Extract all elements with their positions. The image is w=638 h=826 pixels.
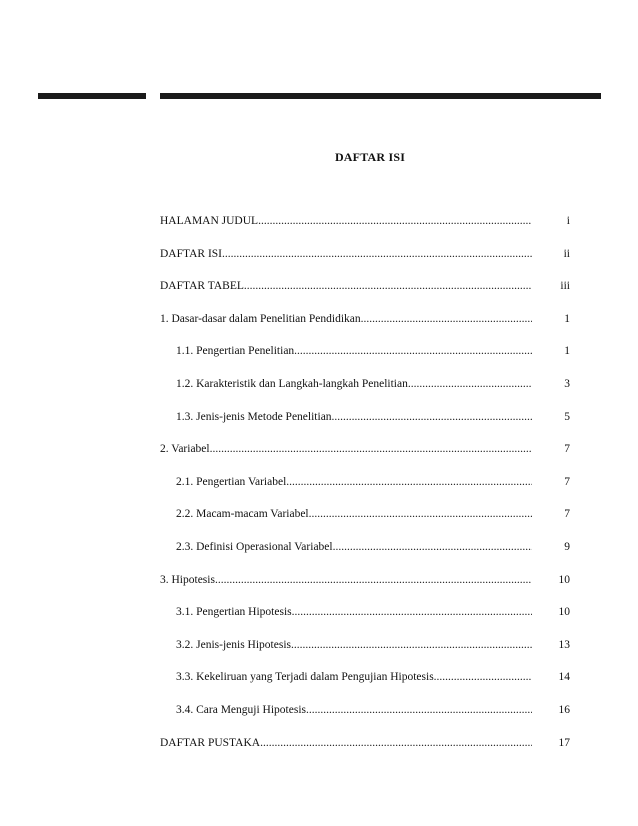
toc-dot-leader — [408, 378, 532, 390]
toc-entry — [160, 246, 580, 279]
toc-entry-label — [176, 409, 532, 425]
toc-entry — [160, 311, 580, 344]
toc-entry-text: DAFTAR ISI — [160, 247, 223, 260]
toc-entry-text: 3.1. Pengertian Hipotesis — [176, 606, 292, 619]
toc-entry-label — [176, 669, 532, 685]
toc-entry-page-number: ii — [563, 247, 570, 260]
toc-entry-label — [176, 637, 532, 653]
toc-entry — [160, 572, 580, 605]
toc-entry-text: 1.1. Pengertian Penelitian — [176, 345, 295, 358]
toc-entry-page-number: 7 — [564, 508, 570, 521]
toc-entry-page-number: 7 — [564, 475, 570, 488]
toc-dot-leader — [222, 248, 532, 260]
toc-entry-page-number: 1 — [564, 345, 570, 358]
toc-entry — [160, 604, 580, 637]
toc-entry-text: 2.1. Pengertian Variabel — [176, 475, 287, 488]
toc-dot-leader — [260, 737, 532, 749]
toc-dot-leader — [292, 606, 532, 618]
toc-entry — [160, 278, 580, 311]
toc-dot-leader — [294, 345, 532, 357]
toc-entry-label — [160, 441, 532, 457]
toc-entry-label — [160, 311, 532, 327]
toc-entry-text: 3.2. Jenis-jenis Hipotesis — [176, 638, 291, 651]
toc-entry-text: 2. Variabel — [160, 443, 210, 456]
toc-entry-page-number: 17 — [558, 736, 570, 749]
toc-entry-page-number: 14 — [558, 671, 570, 684]
toc-entry — [160, 474, 580, 507]
toc-entry — [160, 441, 580, 474]
toc-entry-text: DAFTAR TABEL — [160, 280, 244, 293]
toc-entry — [160, 343, 580, 376]
toc-entry-text: 3.4. Cara Menguji Hipotesis — [176, 703, 306, 716]
toc-dot-leader — [244, 280, 532, 292]
toc-entry-label — [176, 376, 532, 392]
toc-entry-label — [176, 604, 532, 620]
toc-entry — [160, 669, 580, 702]
toc-entry-label — [160, 278, 532, 294]
header-rule-left — [38, 93, 146, 99]
toc-entry — [160, 735, 580, 768]
toc-dot-leader — [258, 215, 532, 227]
toc-entry-text: 3.3. Kekeliruan yang Terjadi dalam Pengujian Hipotesis — [176, 671, 434, 684]
toc-entry-label — [176, 474, 532, 490]
toc-dot-leader — [333, 541, 532, 553]
toc-entry-text: 2.3. Definisi Operasional Variabel — [176, 540, 333, 553]
toc-entry-label — [176, 506, 532, 522]
toc-entry-label — [160, 213, 532, 229]
toc-entry — [160, 409, 580, 442]
toc-dot-leader — [286, 476, 532, 488]
toc-entry-page-number: 10 — [558, 606, 570, 619]
toc-entry-page-number: 3 — [564, 377, 570, 390]
toc-entry-text: HALAMAN JUDUL — [160, 215, 259, 227]
toc-entry-text: 1. Dasar-dasar dalam Penelitian Pendidikan — [160, 312, 361, 325]
toc-dot-leader — [332, 411, 532, 423]
toc-entry-text: 3. Hipotesis — [160, 573, 215, 586]
toc-entry-page-number: 5 — [564, 410, 570, 423]
toc-entry-page-number: 7 — [564, 443, 570, 456]
toc-entry — [160, 637, 580, 670]
toc-entry-label — [176, 702, 532, 718]
toc-entry-page-number: 9 — [564, 540, 570, 553]
toc-entry-label — [176, 539, 532, 555]
toc-entry-label — [176, 343, 532, 359]
toc-entry — [160, 702, 580, 735]
toc-entry-page-number: 13 — [558, 638, 570, 651]
toc-entry-text: 2.2. Macam-macam Variabel — [176, 508, 309, 521]
toc-entry — [160, 376, 580, 409]
toc-entry-label — [160, 572, 532, 588]
page-title: DAFTAR ISI — [334, 150, 406, 164]
toc-dot-leader — [291, 639, 532, 651]
toc-entry-text: DAFTAR PUSTAKA — [160, 736, 261, 749]
table-of-contents — [160, 213, 580, 767]
toc-dot-leader — [361, 313, 532, 325]
toc-entry-text: 1.2. Karakteristik dan Langkah-langkah Penelitian — [176, 377, 408, 390]
toc-entry-page-number: 16 — [558, 703, 570, 716]
toc-dot-leader — [309, 508, 532, 520]
toc-entry-label — [160, 735, 532, 751]
toc-dot-leader — [306, 704, 532, 716]
toc-dot-leader — [210, 443, 532, 455]
toc-entry-label — [160, 246, 532, 262]
toc-dot-leader — [215, 574, 532, 586]
header-rule-right — [160, 93, 601, 99]
toc-entry — [160, 213, 580, 246]
toc-entry — [160, 506, 580, 539]
toc-entry — [160, 539, 580, 572]
toc-entry-page-number: 1 — [564, 312, 570, 325]
toc-entry-page-number: iii — [560, 280, 570, 293]
toc-entry-text: 1.3. Jenis-jenis Metode Penelitian — [176, 410, 332, 423]
toc-entry-page-number: 10 — [558, 573, 570, 586]
toc-entry-page-number: i — [566, 215, 570, 227]
toc-dot-leader — [434, 671, 532, 683]
